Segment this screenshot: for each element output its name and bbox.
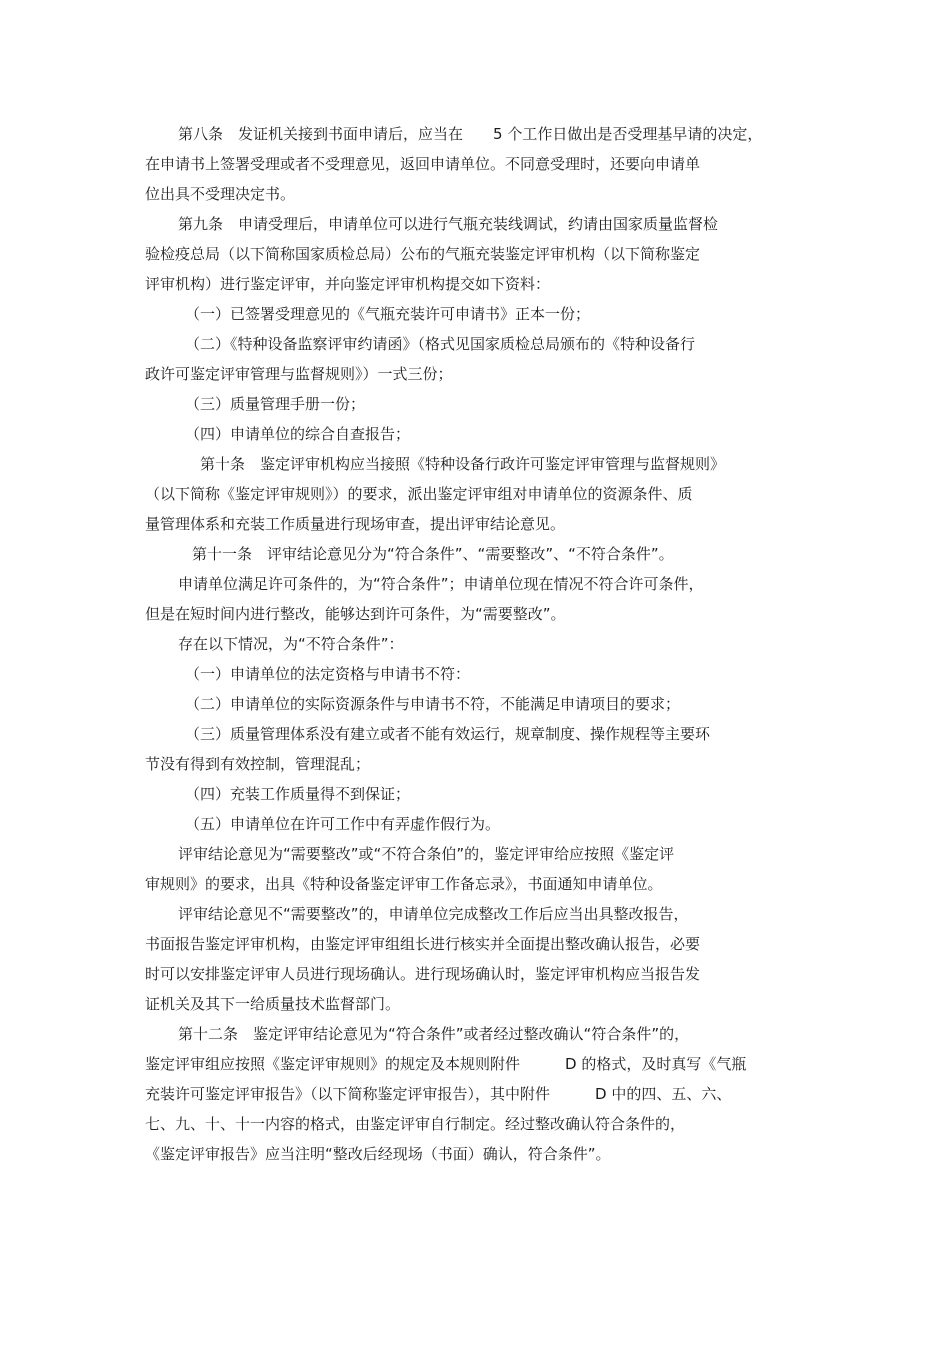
text-line: 审规则》的要求，出具《特种设备鉴定评审工作备忘录》，书面通知申请单位。 bbox=[145, 875, 663, 893]
text-line: 但是在短时间内进行整改，能够达到许可条件，为“需要整改”。 bbox=[145, 605, 566, 623]
text-line: （三）质量管理手册一份； bbox=[185, 395, 366, 413]
text-line: 第十条 鉴定评审机构应当接照《特种设备行政许可鉴定评审管理与监督规则》 bbox=[200, 455, 726, 473]
text-line: 申请单位满足许可条件的，为“符合条件”；申请单位现在情况不符合许可条件， bbox=[178, 575, 704, 593]
text-line: 位出具不受理决定书。 bbox=[145, 185, 296, 203]
text-line: （二）申请单位的实际资源条件与申请书不符，不能满足申请项目的要求； bbox=[185, 695, 681, 713]
text-line: 政许可鉴定评审管理与监督规则》）一式三份； bbox=[145, 365, 453, 383]
text-line: 证机关及其下一给质量技术监督部门。 bbox=[145, 995, 401, 1013]
text-line: 节没有得到有效控制，管理混乱； bbox=[145, 755, 371, 773]
text-line: （四）充装工作质量得不到保证； bbox=[185, 785, 411, 803]
text-line: 第十二条 鉴定评审结论意见为“符合条件”或者经过整改确认“符合条件”的， bbox=[178, 1025, 690, 1043]
text-line: 充装许可鉴定评审报告》（以下简称鉴定评审报告），其中附件 D 中的四、五、六、 bbox=[145, 1085, 732, 1103]
text-line: 鉴定评审组应按照《鉴定评审规则》的规定及本规则附件 D 的格式，及时真写《气瓶 bbox=[145, 1055, 747, 1073]
text-line: 《鉴定评审报告》应当注明“整改后经现场（书面）确认，符合条件”。 bbox=[145, 1145, 611, 1163]
text-line: 七、九、十、十一内容的格式，由鉴定评审自行制定。经过整改确认符合条件的， bbox=[145, 1115, 686, 1133]
text-line: 评审机构）进行鉴定评审，并向鉴定评审机构提交如下资料： bbox=[145, 275, 551, 293]
text-line: 评审结论意见不“需要整改”的，申请单位完成整改工作后应当出具整改报告， bbox=[178, 905, 689, 923]
text-line: （三）质量管理体系没有建立或者不能有效运行，规章制度、操作规程等主要环 bbox=[185, 725, 711, 743]
text-line: （一）已签署受理意见的《气瓶充装许可申请书》正本一份； bbox=[185, 305, 591, 323]
text-line: （四）申请单位的综合自查报告； bbox=[185, 425, 411, 443]
text-line: 在申请书上签署受理或者不受理意见，返回申请单位。不同意受理时，还要向申请单 bbox=[145, 155, 701, 173]
text-line: 第九条 申请受理后，申请单位可以进行气瓶充装线调试，约请由国家质量监督检 bbox=[178, 215, 719, 233]
text-line: 评审结论意见为“需要整改”或“不符合条伯”的，鉴定评审给应按照《鉴定评 bbox=[178, 845, 675, 863]
text-line: （二）《特种设备监察评审约请函》（格式见国家质检总局颁布的《特种设备行 bbox=[185, 335, 696, 353]
text-line: （五）申请单位在许可工作中有弄虚作假行为。 bbox=[185, 815, 501, 833]
text-line: （以下简称《鉴定评审规则》）的要求，派出鉴定评审组对申请单位的资源条件、质 bbox=[145, 485, 693, 503]
text-line: 量管理体系和充装工作质量进行现场审查，提出评审结论意见。 bbox=[145, 515, 566, 533]
text-line: 存在以下情况，为“不符合条件”： bbox=[178, 635, 404, 653]
text-line: 时可以安排鉴定评审人员进行现场确认。进行现场确认时，鉴定评审机构应当报告发 bbox=[145, 965, 701, 983]
text-line: 书面报告鉴定评审机构，由鉴定评审组组长进行核实并全面提出整改确认报告，必要 bbox=[145, 935, 701, 953]
text-line: 第十一条 评审结论意见分为“符合条件”、“需要整改”、“不符合条件”。 bbox=[192, 545, 674, 563]
text-line: 第八条 发证机关接到书面申请后，应当在 5 个工作日做出是否受理基早请的决定， bbox=[178, 125, 763, 143]
text-line: 验检疫总局（以下简称国家质检总局）公布的气瓶充装鉴定评审机构（以下简称鉴定 bbox=[145, 245, 701, 263]
text-line: （一）申请单位的法定资格与申请书不符： bbox=[185, 665, 471, 683]
